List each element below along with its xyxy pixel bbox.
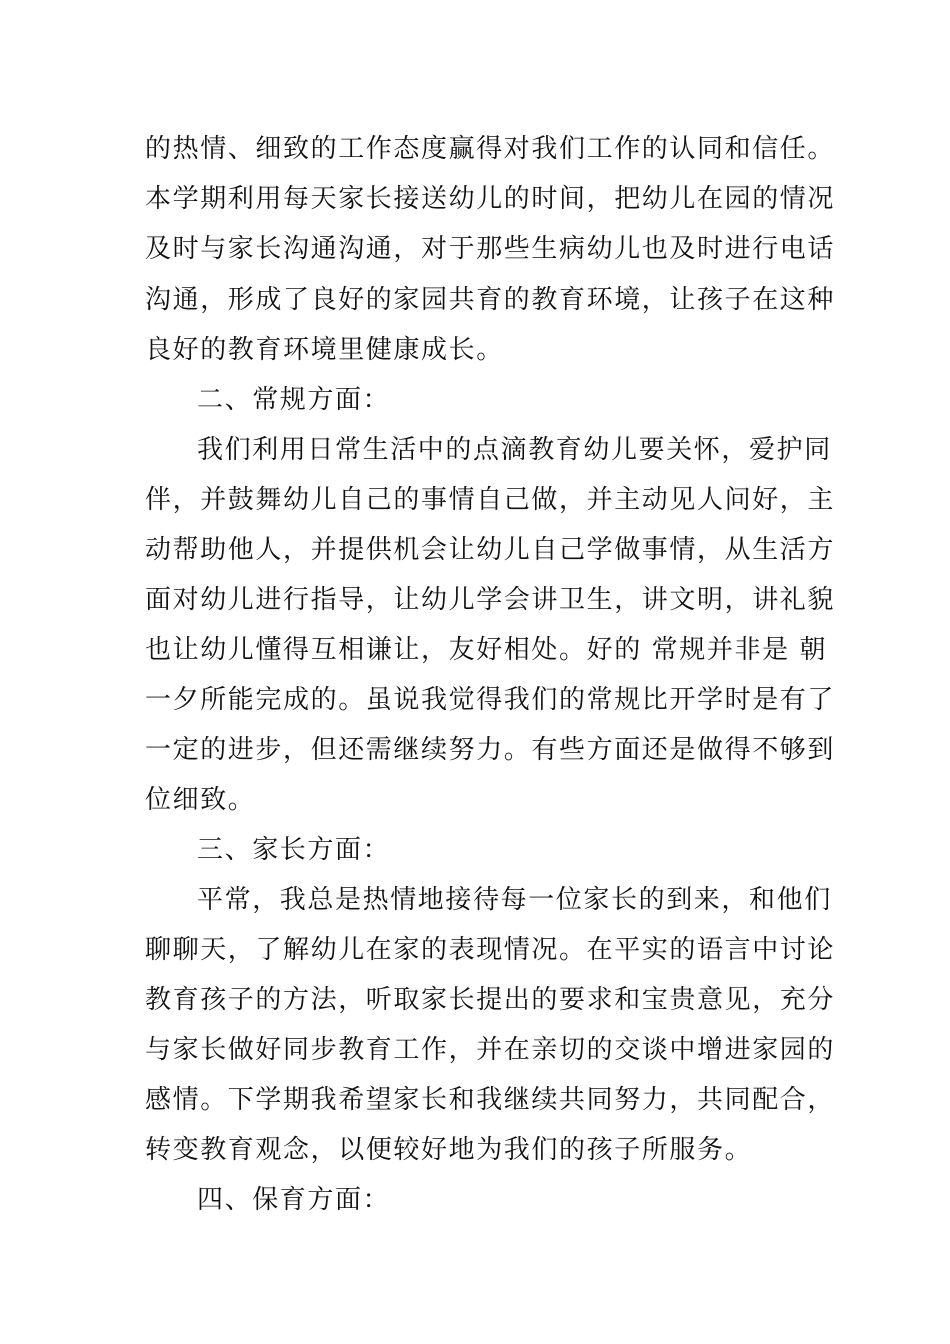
body-text-line: 一定的进步，但还需继续努力。有些方面还是做得不够到 — [145, 735, 836, 765]
body-text-line: 我们利用日常生活中的点滴教育幼儿要关怀，爱护同 — [197, 435, 832, 465]
body-text-line: 也让幼儿懂得互相谦让，友好相处。好的 常规并非是 朝 — [145, 635, 828, 665]
body-text-line: 动帮助他人，并提供机会让幼儿自己学做事情，从生活方 — [145, 535, 836, 565]
body-text-line: 与家长做好同步教育工作，并在亲切的交谈中增进家园的 — [145, 1035, 836, 1065]
body-text-line: 感情。下学期我希望家长和我继续共同努力，共同配合， — [145, 1085, 836, 1115]
body-text-line: 及时与家长沟通沟通，对于那些生病幼儿也及时进行电话 — [145, 234, 836, 264]
body-text-line: 本学期利用每天家长接送幼儿的时间，把幼儿在园的情况 — [145, 184, 836, 214]
body-text-line: 面对幼儿进行指导，让幼儿学会讲卫生，讲文明，讲礼貌 — [145, 585, 836, 615]
section-heading-care: 四、保育方面： — [197, 1185, 391, 1215]
body-text-line: 一夕所能完成的。虽说我觉得我们的常规比开学时是有了 — [145, 685, 836, 715]
body-text-line: 位细致。 — [145, 785, 256, 815]
body-text-line: 教育孩子的方法，听取家长提出的要求和宝贵意见，充分 — [145, 985, 836, 1015]
body-text-line: 良好的教育环境里健康成长。 — [145, 335, 504, 365]
section-heading-parents: 三、家长方面： — [197, 835, 391, 865]
body-text-line: 伴，并鼓舞幼儿自己的事情自己做，并主动见人问好，主 — [145, 485, 836, 515]
body-text-line: 平常，我总是热情地接待每一位家长的到来，和他们 — [197, 885, 832, 915]
body-text-line: 聊聊天，了解幼儿在家的表现情况。在平实的语言中讨论 — [145, 935, 836, 965]
body-text-line: 沟通，形成了良好的家园共育的教育环境，让孩子在这种 — [145, 285, 836, 315]
body-text-line: 转变教育观念，以便较好地为我们的孩子所服务。 — [145, 1135, 753, 1165]
body-text-line: 的热情、细致的工作态度赢得对我们工作的认同和信任。 — [145, 134, 836, 164]
section-heading-routine: 二、常规方面： — [197, 385, 391, 415]
